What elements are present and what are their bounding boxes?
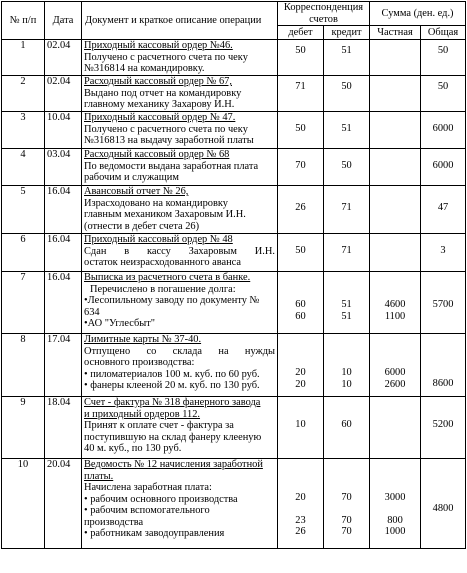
- row-debit: 20 23 26: [278, 459, 324, 549]
- row-number: 3: [2, 112, 45, 149]
- col-header-num: № п/п: [2, 2, 45, 40]
- row-partial: 4600 1100: [370, 272, 421, 334]
- col-header-credit: кредит: [324, 26, 370, 40]
- col-header-partial: Частная: [370, 26, 421, 40]
- row-total: 8600: [421, 334, 466, 397]
- document-title: Расходный кассовый ордер № 67,: [84, 76, 232, 87]
- row-description: Лимитные карты № 37-40. Отпущено со склада на нужды основного производства: • пиломатериалов 100 м. куб. по 60 руб. • фанеры клееной 20 м. куб. по 130 руб.: [82, 334, 278, 397]
- table-row: [2, 149, 466, 186]
- row-description: Расходный кассовый ордер № 68 По ведомости выдана заработная плата рабочим и служащим: [82, 149, 278, 186]
- table-row: [2, 459, 466, 549]
- table-row: [2, 112, 466, 149]
- row-total: 50: [421, 76, 466, 112]
- row-date: 20.04: [45, 459, 82, 549]
- col-header-total: Общая: [421, 26, 466, 40]
- row-number: 7: [2, 272, 45, 334]
- document-title: Счет - фактура № 318 фанерного завода: [84, 397, 261, 408]
- row-partial: [370, 186, 421, 234]
- row-description: Авансовый отчет № 26, Израсходовано на командировку главным механиком Захаровым И.Н. (отнести в дебет счета 26): [82, 186, 278, 234]
- table-row: [2, 40, 466, 76]
- document-title: Выписка из расчетного счета в банке.: [84, 272, 251, 283]
- table-row: [2, 272, 466, 334]
- row-total: 4800: [421, 459, 466, 549]
- row-credit: 71: [324, 234, 370, 272]
- row-total: 5200: [421, 397, 466, 459]
- table-row: [2, 334, 466, 397]
- row-debit: 20 20: [278, 334, 324, 397]
- document-title: Приходный кассовый ордер № 47.: [84, 112, 236, 123]
- row-partial: 3000 800 1000: [370, 459, 421, 549]
- row-debit: 50: [278, 234, 324, 272]
- document-title: Приходный кассовый ордер №46.: [84, 40, 233, 51]
- document-title: Приходный кассовый ордер № 48: [84, 234, 233, 245]
- table-row: [2, 76, 466, 112]
- document-title: Расходный кассовый ордер № 68: [84, 149, 230, 160]
- row-partial: [370, 234, 421, 272]
- row-date: 16.04: [45, 186, 82, 234]
- row-total: 3: [421, 234, 466, 272]
- row-debit: 70: [278, 149, 324, 186]
- row-partial: [370, 40, 421, 76]
- row-debit: 50: [278, 40, 324, 76]
- row-debit: 50: [278, 112, 324, 149]
- table-row: [2, 234, 466, 272]
- row-partial: [370, 76, 421, 112]
- row-credit: 60: [324, 397, 370, 459]
- document-title: Ведомость № 12 начисления заработной: [84, 459, 263, 470]
- row-description: Счет - фактура № 318 фанерного завода и приходный ордеров 112. Принят к оплате счет - фактура за поступившую на склад фанеру клееную 40 м. куб., по 130 руб.: [82, 397, 278, 459]
- row-number: 10: [2, 459, 45, 549]
- row-number: 1: [2, 40, 45, 76]
- document-title: платы.: [84, 470, 114, 482]
- col-header-document: Документ и краткое описание операции: [82, 2, 278, 40]
- table-row: [2, 186, 466, 234]
- row-date: 02.04: [45, 40, 82, 76]
- row-credit: 70 70 70: [324, 459, 370, 549]
- row-date: 18.04: [45, 397, 82, 459]
- row-number: 6: [2, 234, 45, 272]
- row-debit: 10: [278, 397, 324, 459]
- row-description: Приходный кассовый ордер № 47. Получено с расчетного счета по чеку №316813 на выдачу заработной платы: [82, 112, 278, 149]
- document-title: и приходный ордеров 112.: [84, 408, 201, 420]
- row-date: 16.04: [45, 234, 82, 272]
- col-header-sum: Сумма (ден. ед.): [370, 2, 466, 26]
- document-title: Лимитные карты № 37-40.: [84, 334, 202, 345]
- row-description: Приходный кассовый ордер №46. Получено с расчетного счета по чеку №316814 на командировку.: [82, 40, 278, 76]
- row-date: 16.04: [45, 272, 82, 334]
- row-number: 8: [2, 334, 45, 397]
- row-total: 5700: [421, 272, 466, 334]
- row-number: 4: [2, 149, 45, 186]
- operations-journal-table: [1, 1, 466, 549]
- row-number: 5: [2, 186, 45, 234]
- row-total: 6000: [421, 149, 466, 186]
- row-debit: 26: [278, 186, 324, 234]
- col-header-debit: дебет: [278, 26, 324, 40]
- row-description: Выписка из расчетного счета в банке. Перечислено в погашение долга: •Лесопильному заводу по документу № 634 •АО "Углесбыт": [82, 272, 278, 334]
- row-description: Приходный кассовый ордер № 48 Сдан в кассу Захаровым И.Н. остаток неизрасходованного аванса: [82, 234, 278, 272]
- row-partial: [370, 149, 421, 186]
- row-total: 6000: [421, 112, 466, 149]
- col-header-date: Дата: [45, 2, 82, 40]
- row-partial: 6000 2600: [370, 334, 421, 397]
- row-description: Ведомость № 12 начисления заработной платы. Начислена заработная плата: • рабочим основного производства • рабочим вспомогательного производства • работникам заводоуправления: [82, 459, 278, 549]
- document-title: Авансовый отчет № 26,: [84, 186, 189, 197]
- row-partial: [370, 397, 421, 459]
- row-credit: 50: [324, 149, 370, 186]
- row-credit: 71: [324, 186, 370, 234]
- row-credit: 51: [324, 40, 370, 76]
- row-debit: 71: [278, 76, 324, 112]
- col-header-correspondence: Корреспонденция счетов: [278, 2, 370, 26]
- row-credit: 10 10: [324, 334, 370, 397]
- row-date: 02.04: [45, 76, 82, 112]
- row-number: 9: [2, 397, 45, 459]
- row-total: 47: [421, 186, 466, 234]
- row-credit: 51: [324, 112, 370, 149]
- row-debit: 60 60: [278, 272, 324, 334]
- row-total: 50: [421, 40, 466, 76]
- row-credit: 50: [324, 76, 370, 112]
- row-date: 10.04: [45, 112, 82, 149]
- header-row-top: [2, 2, 466, 26]
- row-credit: 51 51: [324, 272, 370, 334]
- row-partial: [370, 112, 421, 149]
- row-number: 2: [2, 76, 45, 112]
- row-description: Расходный кассовый ордер № 67, Выдано под отчет на командировку главному механику Захарову И.Н.: [82, 76, 278, 112]
- row-date: 03.04: [45, 149, 82, 186]
- row-date: 17.04: [45, 334, 82, 397]
- table-row: [2, 397, 466, 459]
